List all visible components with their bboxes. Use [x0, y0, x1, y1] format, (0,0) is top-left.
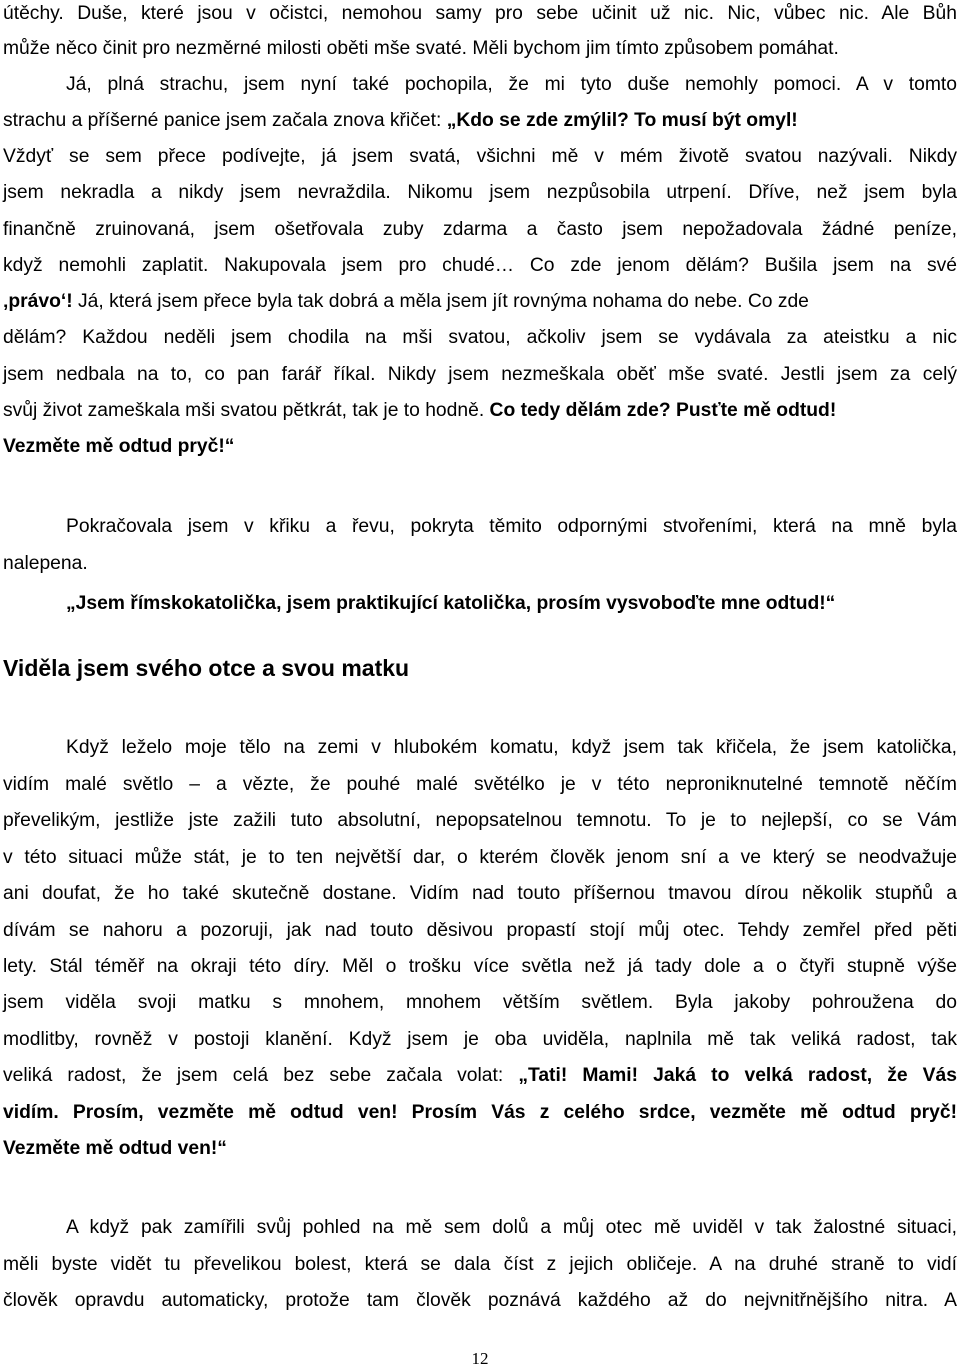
paragraph-line	[3, 1058, 957, 1094]
paragraph-line: Vždyť se sem přece podívejte, já jsem svatá, všichni mě v mém životě svatou nazývali. Nikdy	[3, 146, 957, 167]
text-span: strachu a příšerné panice jsem začala znova křičet:	[3, 110, 447, 131]
text-span: veliká radost, že jsem celá bez sebe začala volat:	[3, 1065, 519, 1086]
emphasis-text: Co tedy dělám zde? Pusťte mě odtud!	[489, 400, 837, 421]
emphasis-text: „Kdo se zde zmýlil? To musí být omyl!	[446, 110, 798, 131]
paragraph-line: člověk opravdu automaticky, protože tam člověk poznává každého až do nejvnitřnějšího nitra. A	[3, 1290, 957, 1311]
section-heading: Viděla jsem svého otce a svou matku	[3, 655, 410, 681]
paragraph-line	[3, 284, 957, 320]
paragraph-line	[3, 393, 957, 429]
emphasis-text: ‚právo‘!	[3, 291, 78, 312]
paragraph-line: Pokračovala jsem v křiku a řevu, pokryta těmito odpornými stvořeními, která na mně byla	[66, 516, 957, 537]
paragraph-line: dívám se nahoru a pozoruji, jak nad touto děsivou propastí stojí můj otec. Tehdy zemřel před pěti	[3, 920, 957, 941]
text-span: svůj život zameškala mši svatou pětkrát, tak je to hodně.	[3, 400, 490, 421]
page-number: 12	[471, 1349, 489, 1368]
paragraph-line: Když leželo moje tělo na zemi v hlubokém komatu, když jsem tak křičela, že jsem katolička,	[66, 737, 957, 758]
paragraph-line: Vezměte mě odtud pryč!“	[3, 436, 235, 457]
paragraph-line: jsem nekradla a nikdy jsem nevraždila. Nikomu jsem nezpůsobila utrpení. Dříve, než jsem byla	[3, 182, 957, 203]
paragraph-line: finančně zruinovaná, jsem ošetřovala zuby zdarma a často jsem nepožadovala žádné peníze,	[3, 219, 957, 240]
paragraph-line: převelikým, jestliže jste zažili tuto absolutní, nepopsatelnou temnotu. To je to nejlepší, co se Vám	[3, 810, 957, 831]
paragraph-line: Já, plná strachu, jsem nyní také pochopila, že mi tyto duše nemohly pomoci. A v tomto	[66, 74, 957, 95]
paragraph-line: Vezměte mě odtud ven!“	[3, 1138, 227, 1159]
paragraph-line: vidím malé světlo – a vězte, že pouhé malé světélko je v této neproniknutelné temnotě něčím	[3, 774, 957, 795]
paragraph-line: v této situaci může stát, je to ten největší dar, o kterém člověk jenom sní a ve který se neodvažuje	[3, 847, 957, 868]
paragraph-line: ani doufat, že ho také skutečně dostane. Vidím nad touto příšernou tmavou dírou několik stupňů a	[3, 883, 957, 904]
paragraph-line: může něco činit pro nezměrné milosti oběti mše svaté. Měli bychom jim tímto způsobem pomáhat.	[3, 38, 839, 59]
paragraph-line: A když pak zamířili svůj pohled na mě sem dolů a můj otec mě uviděl v tak žalostné situaci,	[66, 1217, 957, 1238]
paragraph-line: nalepena.	[3, 553, 88, 574]
paragraph-line: dělám? Každou neděli jsem chodila na mši svatou, ačkoliv jsem se vydávala za ateistku a nic	[3, 327, 957, 348]
paragraph-line: modlitby, rovněž v postoji klanění. Když jsem je oba uviděla, naplnila mě tak veliká radost, tak	[3, 1029, 957, 1050]
paragraph-line: lety. Stál téměř na okraji této díry. Měl o trošku více světla než já tady dole a o čtyři stupně výše	[3, 956, 957, 977]
text-span: Já, která jsem přece byla tak dobrá a měla jsem jít rovnýma nohama do nebe. Co zde	[78, 291, 809, 312]
quote-line: „Jsem římskokatolička, jsem praktikující katolička, prosím vysvoboďte mne odtud!“	[66, 593, 836, 614]
paragraph-line: jsem viděla svoji matku s mnohem, mnohem větším světlem. Byla jakoby pohroužena do	[3, 992, 957, 1013]
paragraph-line: když nemohli zaplatit. Nakupovala jsem pro chudé… Co zde jenom dělám? Bušila jsem na své	[3, 255, 957, 276]
emphasis-text: „Tati! Mami! Jaká to velká radost, že Vás	[518, 1065, 957, 1086]
paragraph-line: měli byste vidět tu převelikou bolest, která se dala číst z jejich obličeje. A na druhé straně to vidí	[3, 1254, 957, 1275]
paragraph-line: vidím. Prosím, vezměte mě odtud ven! Prosím Vás z celého srdce, vezměte mě odtud pryč!	[3, 1102, 957, 1123]
paragraph-line: útěchy. Duše, které jsou v očistci, nemohou samy pro sebe učinit už nic. Nic, vůbec nic. Ale Bůh	[3, 3, 957, 24]
paragraph-line: jsem nedbala na to, co pan farář říkal. Nikdy jsem nezmeškala oběť mše svaté. Jestli jsem za celý	[3, 364, 957, 385]
paragraph-line	[3, 103, 957, 139]
